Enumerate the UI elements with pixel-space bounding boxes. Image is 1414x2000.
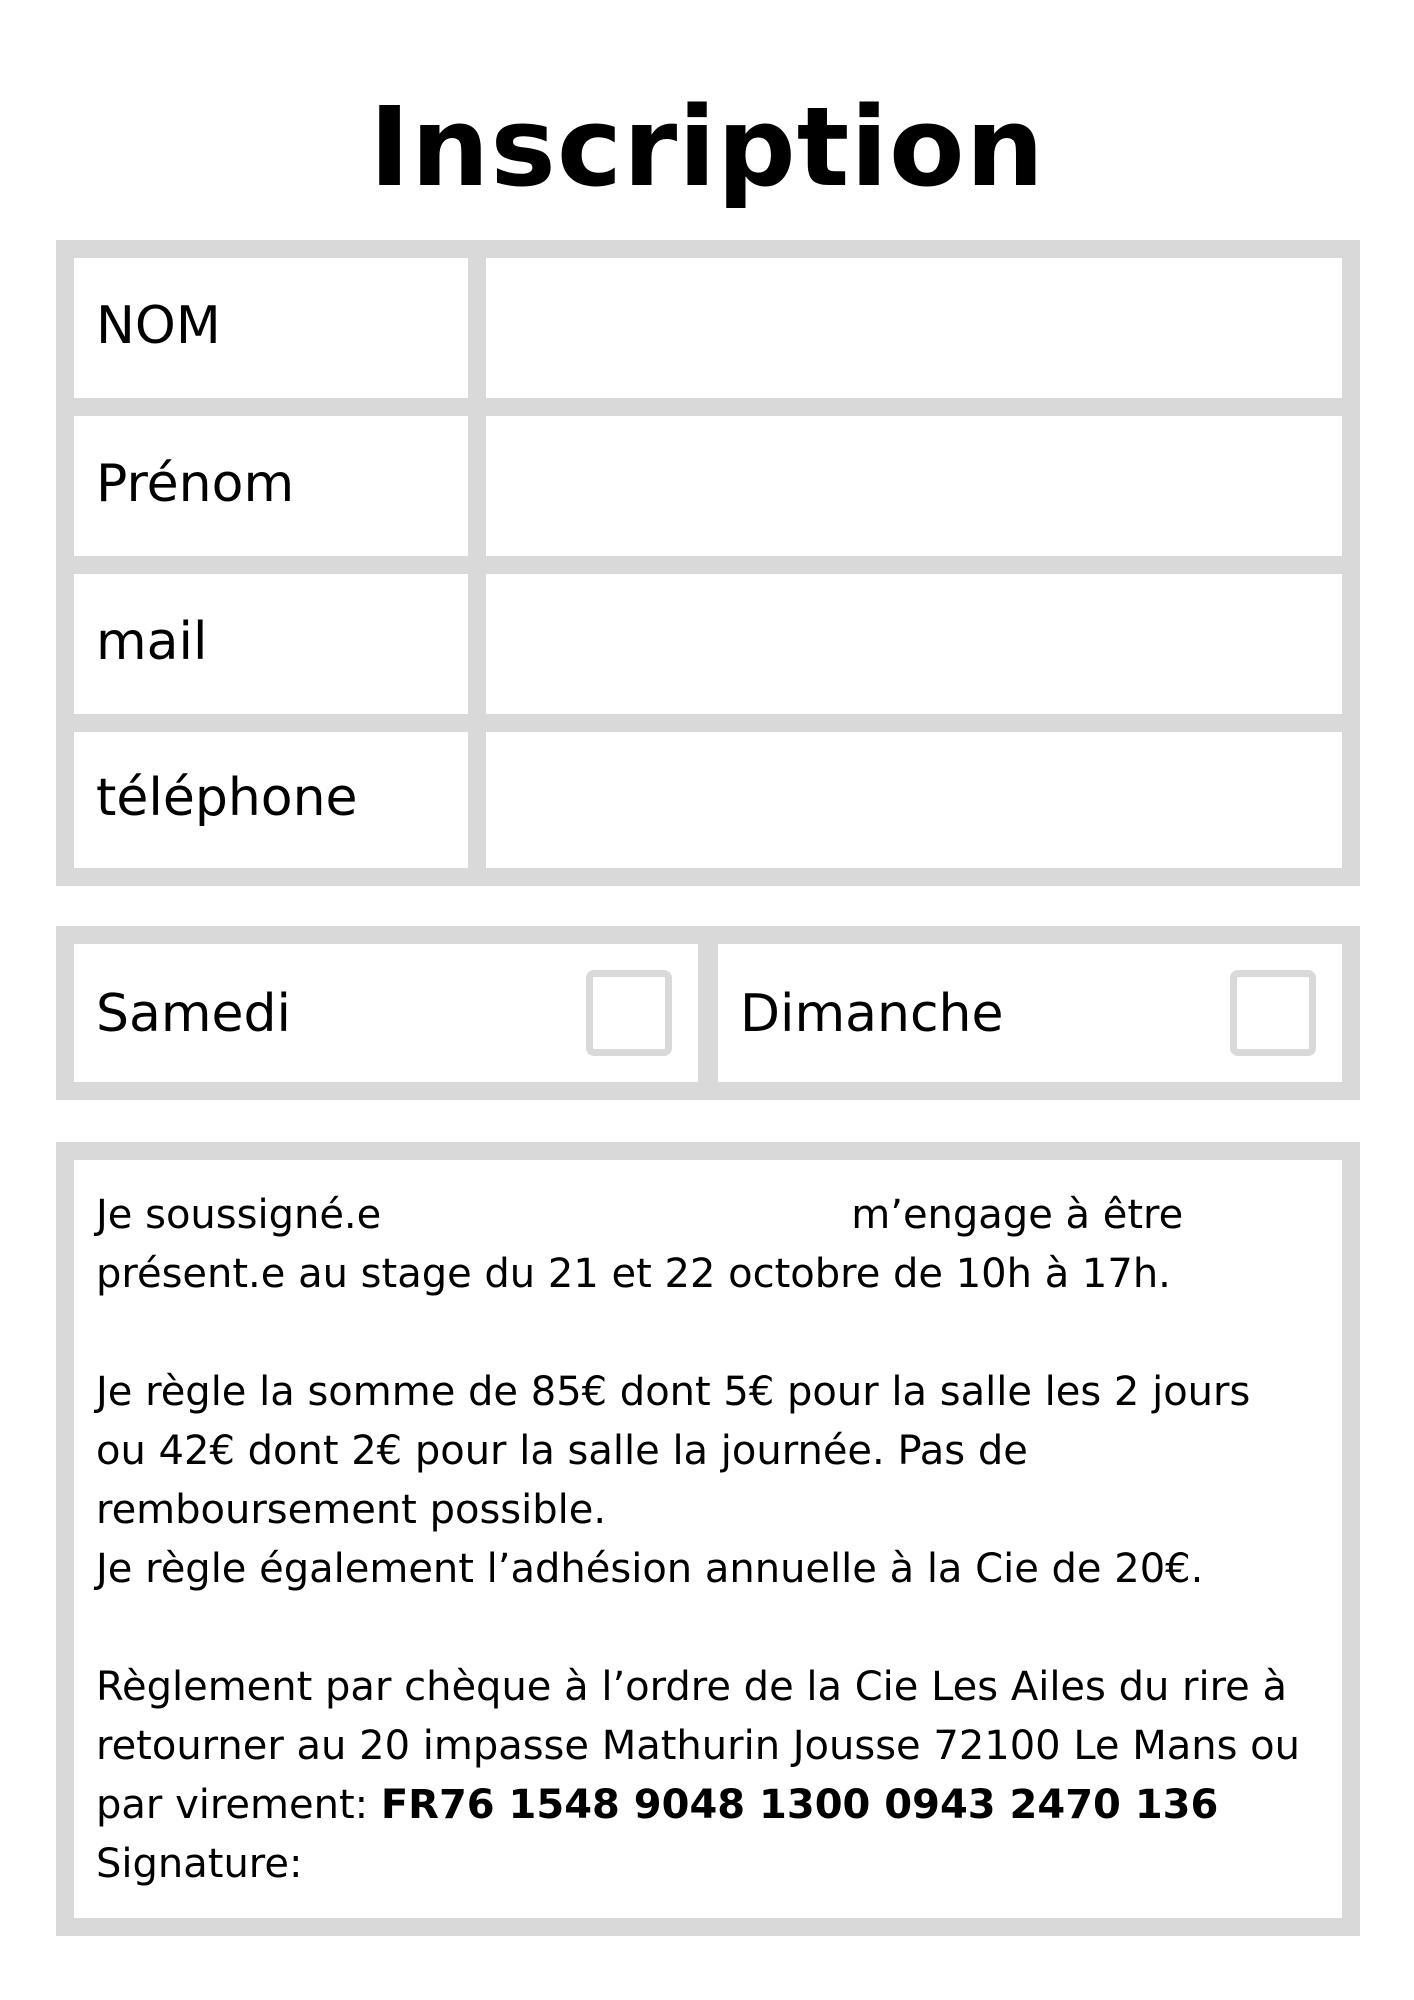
engagement-line-6: Je règle également l’adhésion annuelle à la Cie de 20€. xyxy=(96,1546,1204,1592)
telephone-label: téléphone xyxy=(96,768,358,828)
virement-prefix: par virement: xyxy=(96,1782,381,1828)
nom-field[interactable] xyxy=(486,258,1342,398)
engage-text: m’engage à être xyxy=(851,1192,1184,1238)
engagement-box xyxy=(56,1142,1360,1936)
sunday-checkbox[interactable] xyxy=(1230,970,1316,1056)
prenom-label: Prénom xyxy=(96,454,295,514)
engagement-line-5: remboursement possible. xyxy=(96,1487,607,1533)
engagement-line-7: Règlement par chèque à l’ordre de la Cie Les Ailes du rire à xyxy=(96,1664,1288,1710)
engagement-line-4: ou 42€ dont 2€ pour la salle la journée. Pas de xyxy=(96,1428,1028,1474)
label-cell-prenom xyxy=(74,416,468,556)
label-cell-nom xyxy=(74,258,468,398)
day-selection xyxy=(56,926,1360,1100)
soussigne-text: Je soussigné.e xyxy=(96,1192,382,1238)
engagement-cell xyxy=(74,1160,1342,1918)
mail-label: mail xyxy=(96,612,208,672)
iban-number: FR76 1548 9048 1300 0943 2470 136 xyxy=(380,1782,1219,1828)
paragraph-gap xyxy=(96,1599,1356,1658)
saturday-cell xyxy=(74,944,698,1082)
saturday-label: Samedi xyxy=(96,984,291,1044)
engagement-line-2: présent.e au stage du 21 et 22 octobre de 10h à 17h. xyxy=(96,1251,1171,1297)
identity-table xyxy=(56,240,1360,886)
saturday-checkbox[interactable] xyxy=(586,970,672,1056)
nom-label: NOM xyxy=(96,296,221,356)
engagement-line-8: retourner au 20 impasse Mathurin Jousse 72100 Le Mans ou xyxy=(96,1723,1301,1769)
label-cell-mail xyxy=(74,574,468,714)
engagement-line-1 xyxy=(96,1186,1356,1245)
mail-field[interactable] xyxy=(486,574,1342,714)
prenom-field[interactable] xyxy=(486,416,1342,556)
telephone-field[interactable] xyxy=(486,732,1342,868)
label-cell-telephone xyxy=(74,732,468,868)
engagement-line-3: Je règle la somme de 85€ dont 5€ pour la salle les 2 jours xyxy=(96,1369,1251,1415)
page-title: Inscription xyxy=(369,83,1045,211)
engagement-text xyxy=(96,1186,1356,1894)
sunday-label: Dimanche xyxy=(740,984,1004,1044)
signature-label: Signature: xyxy=(96,1841,303,1887)
engagement-line-9 xyxy=(96,1776,1356,1835)
sunday-cell xyxy=(718,944,1342,1082)
paragraph-gap xyxy=(96,1304,1356,1363)
